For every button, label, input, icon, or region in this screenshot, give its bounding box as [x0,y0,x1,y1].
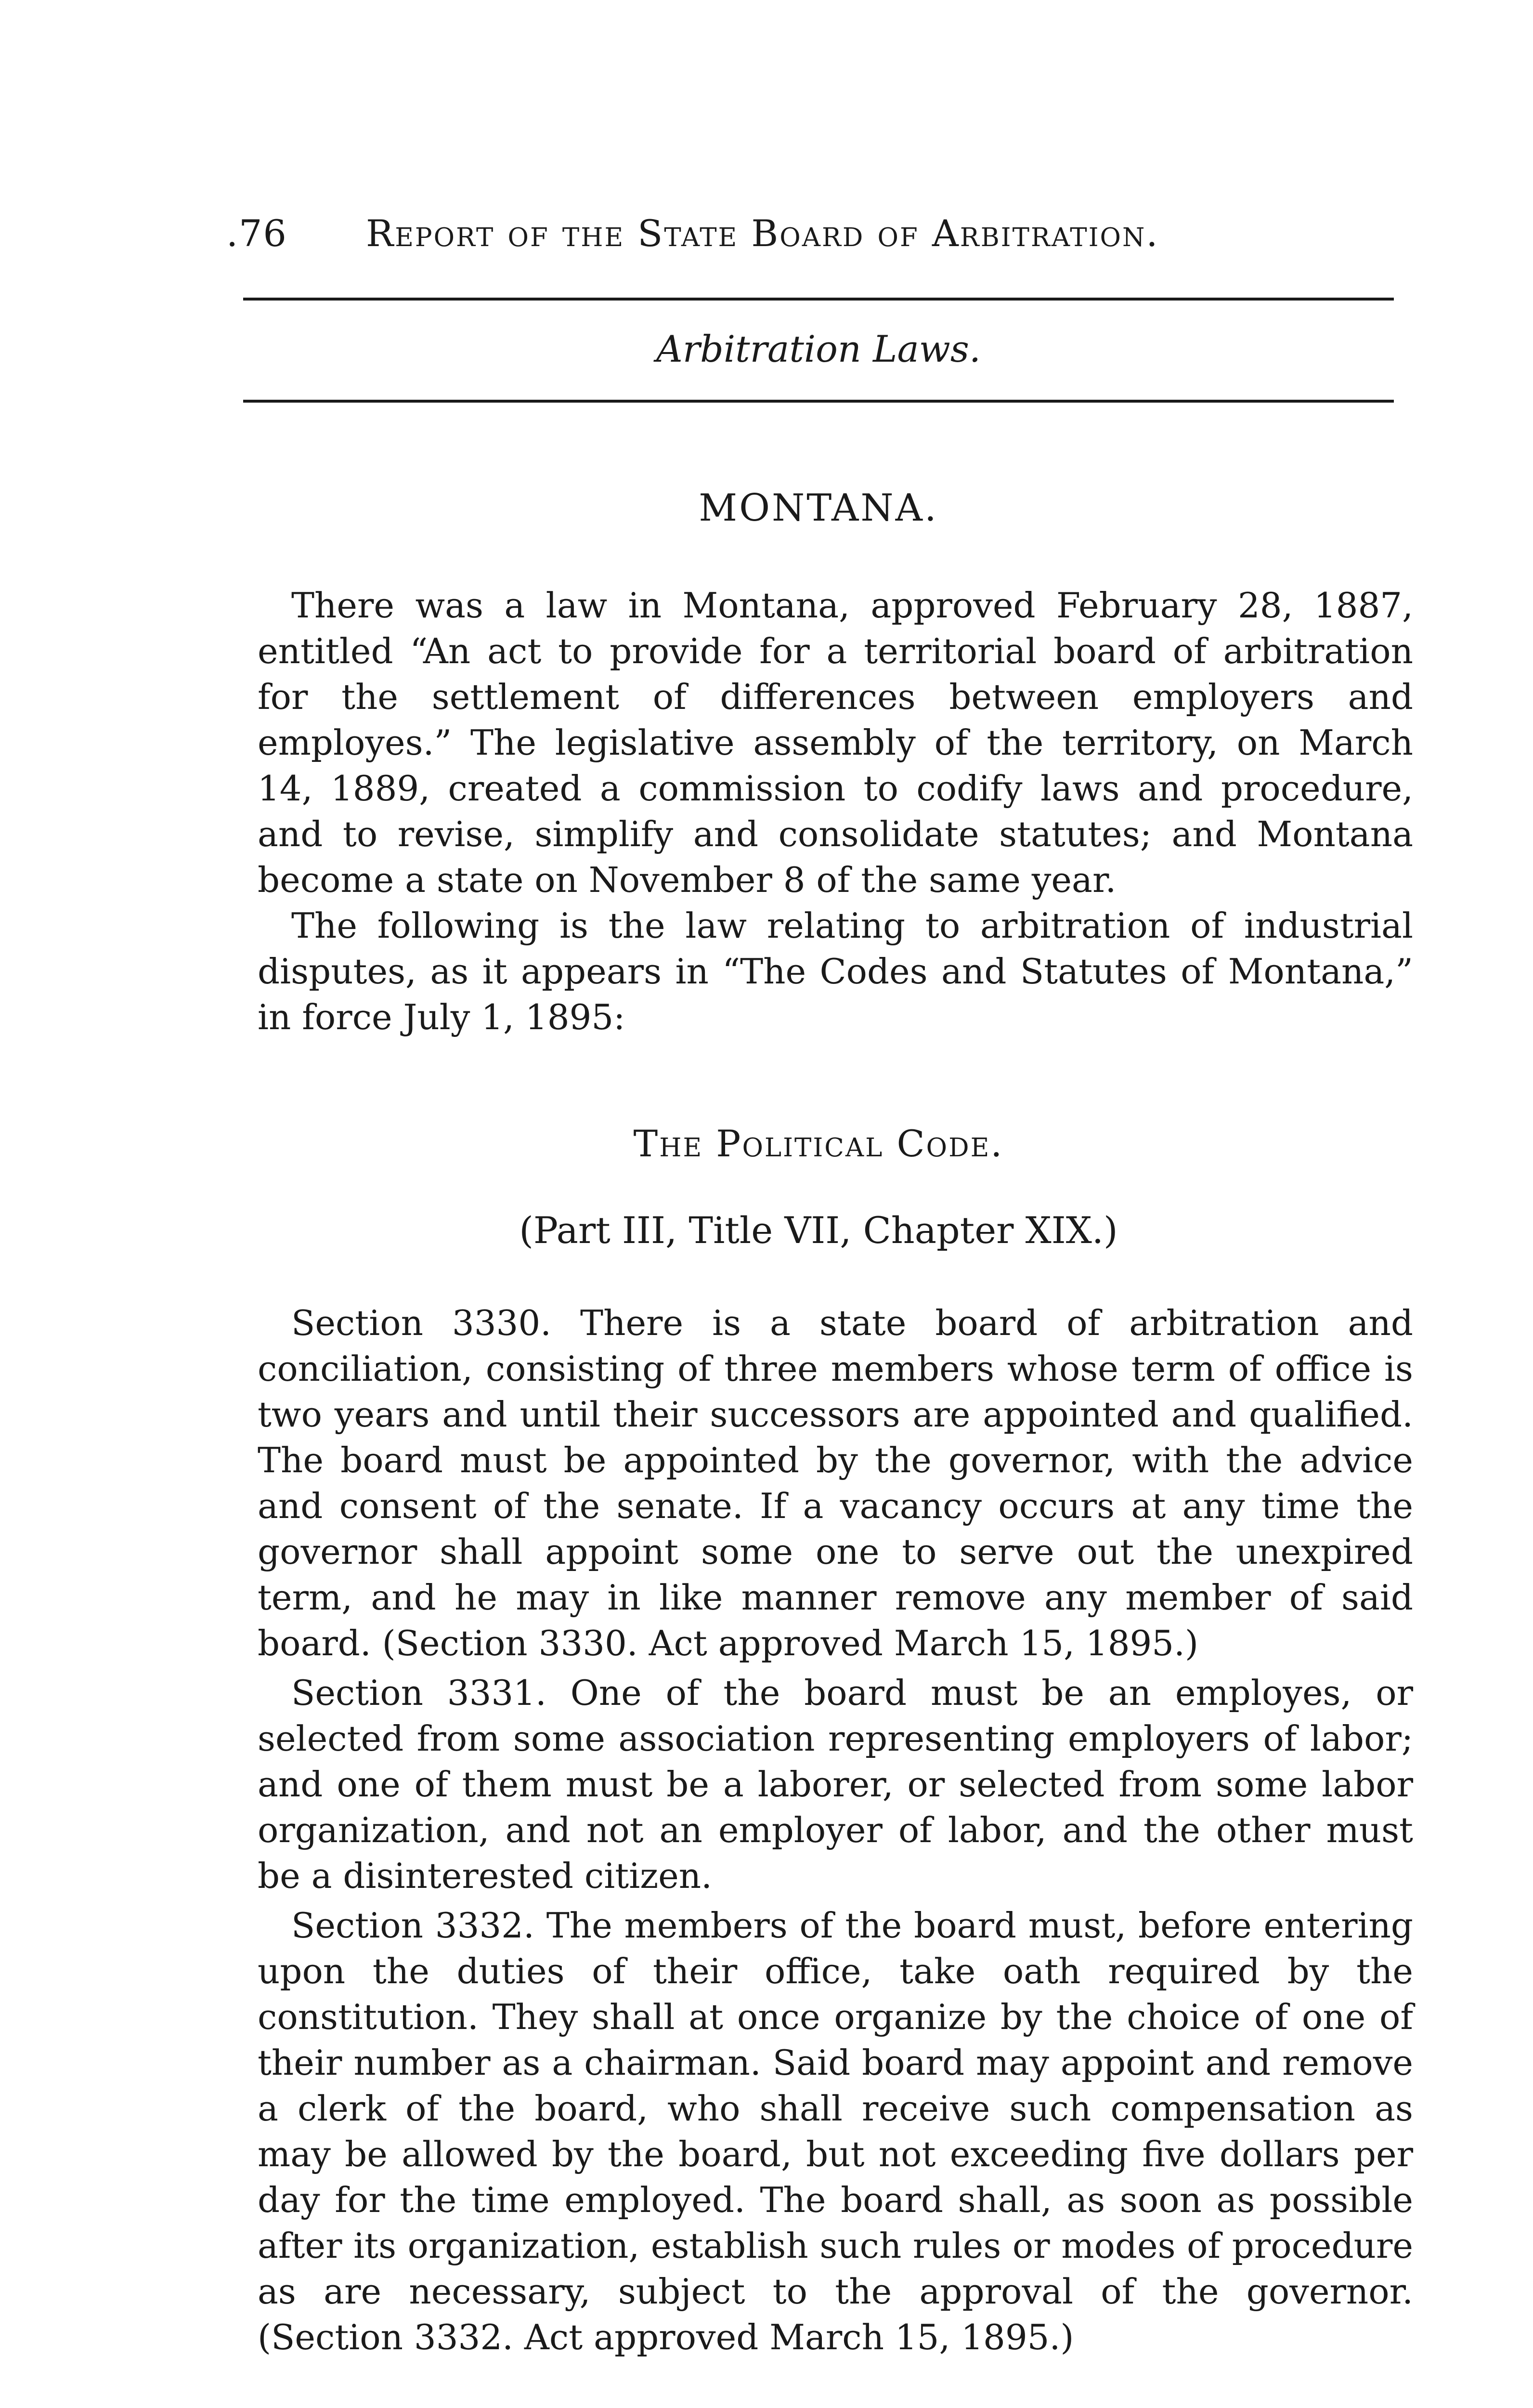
bottom-rule [243,400,1394,403]
running-head [226,212,1406,255]
running-head-title: Report of the State Board of Arbitration. [366,212,1159,255]
page-number: .76 [226,212,287,255]
intro-text [258,583,1413,1040]
intro-paragraph: There was a law in Montana, approved February 28, 1887, entitled “An act to provide for a territorial board of arbitration for the settlement of differences between employers and employes.” The legislative assembly of the territory, on March 14, 1889, created a commission to codify laws and procedure, and to revise, simplify and consolidate statutes; and Montana become a state on November 8 of the same year. [258,585,1413,900]
top-rule [243,298,1394,301]
code-subtitle: (Part III, Title VII, Chapter XIX.) [519,1209,1118,1252]
section-3331: Section 3331. One of the board must be an employes, or selected from some association representing employers of labor; and one of them must be a laborer, or selected from some labor organization, and not an employer of labor, and the other must be a disinterested citizen. [258,1673,1413,1896]
state-heading: MONTANA. [699,486,938,530]
section-3332: Section 3332. The members of the board must, before entering upon the duties of their office, take oath required by the constitution. They shall at once organize by the choice of one of their number as a chairman. Said board may appoint and remove a clerk of the board, who shall receive such compensation as may be allowed by the board, but not exceeding five dollars per day for the time employed. The board shall, as soon as possible after its organization, establish such rules or modes of procedure as are necessary, subject to the approval of the governor. (Section 3332. Act approved March 15, 1895.) [258,1905,1413,2357]
section-3330: Section 3330. There is a state board of arbitration and conciliation, consisting of three members whose term of office is two years and until their successors are appointed and qualified. The board must be appointed by the governor, with the advice and consent of the senate. If a vacancy occurs at any time the governor shall appoint some one to serve out the unexpired term, and he may in like manner remove any member of said board. (Section 3330. Act approved March 15, 1895.) [258,1303,1413,1663]
section-title: Arbitration Laws. [656,327,981,370]
code-title: The Political Code. [633,1122,1004,1165]
intro-paragraph: The following is the law relating to arbitration of industrial disputes, as it appears in “The Codes and Statutes of Montana,” in force July 1, 1895: [258,905,1413,1037]
code-sections [258,1300,1413,2360]
